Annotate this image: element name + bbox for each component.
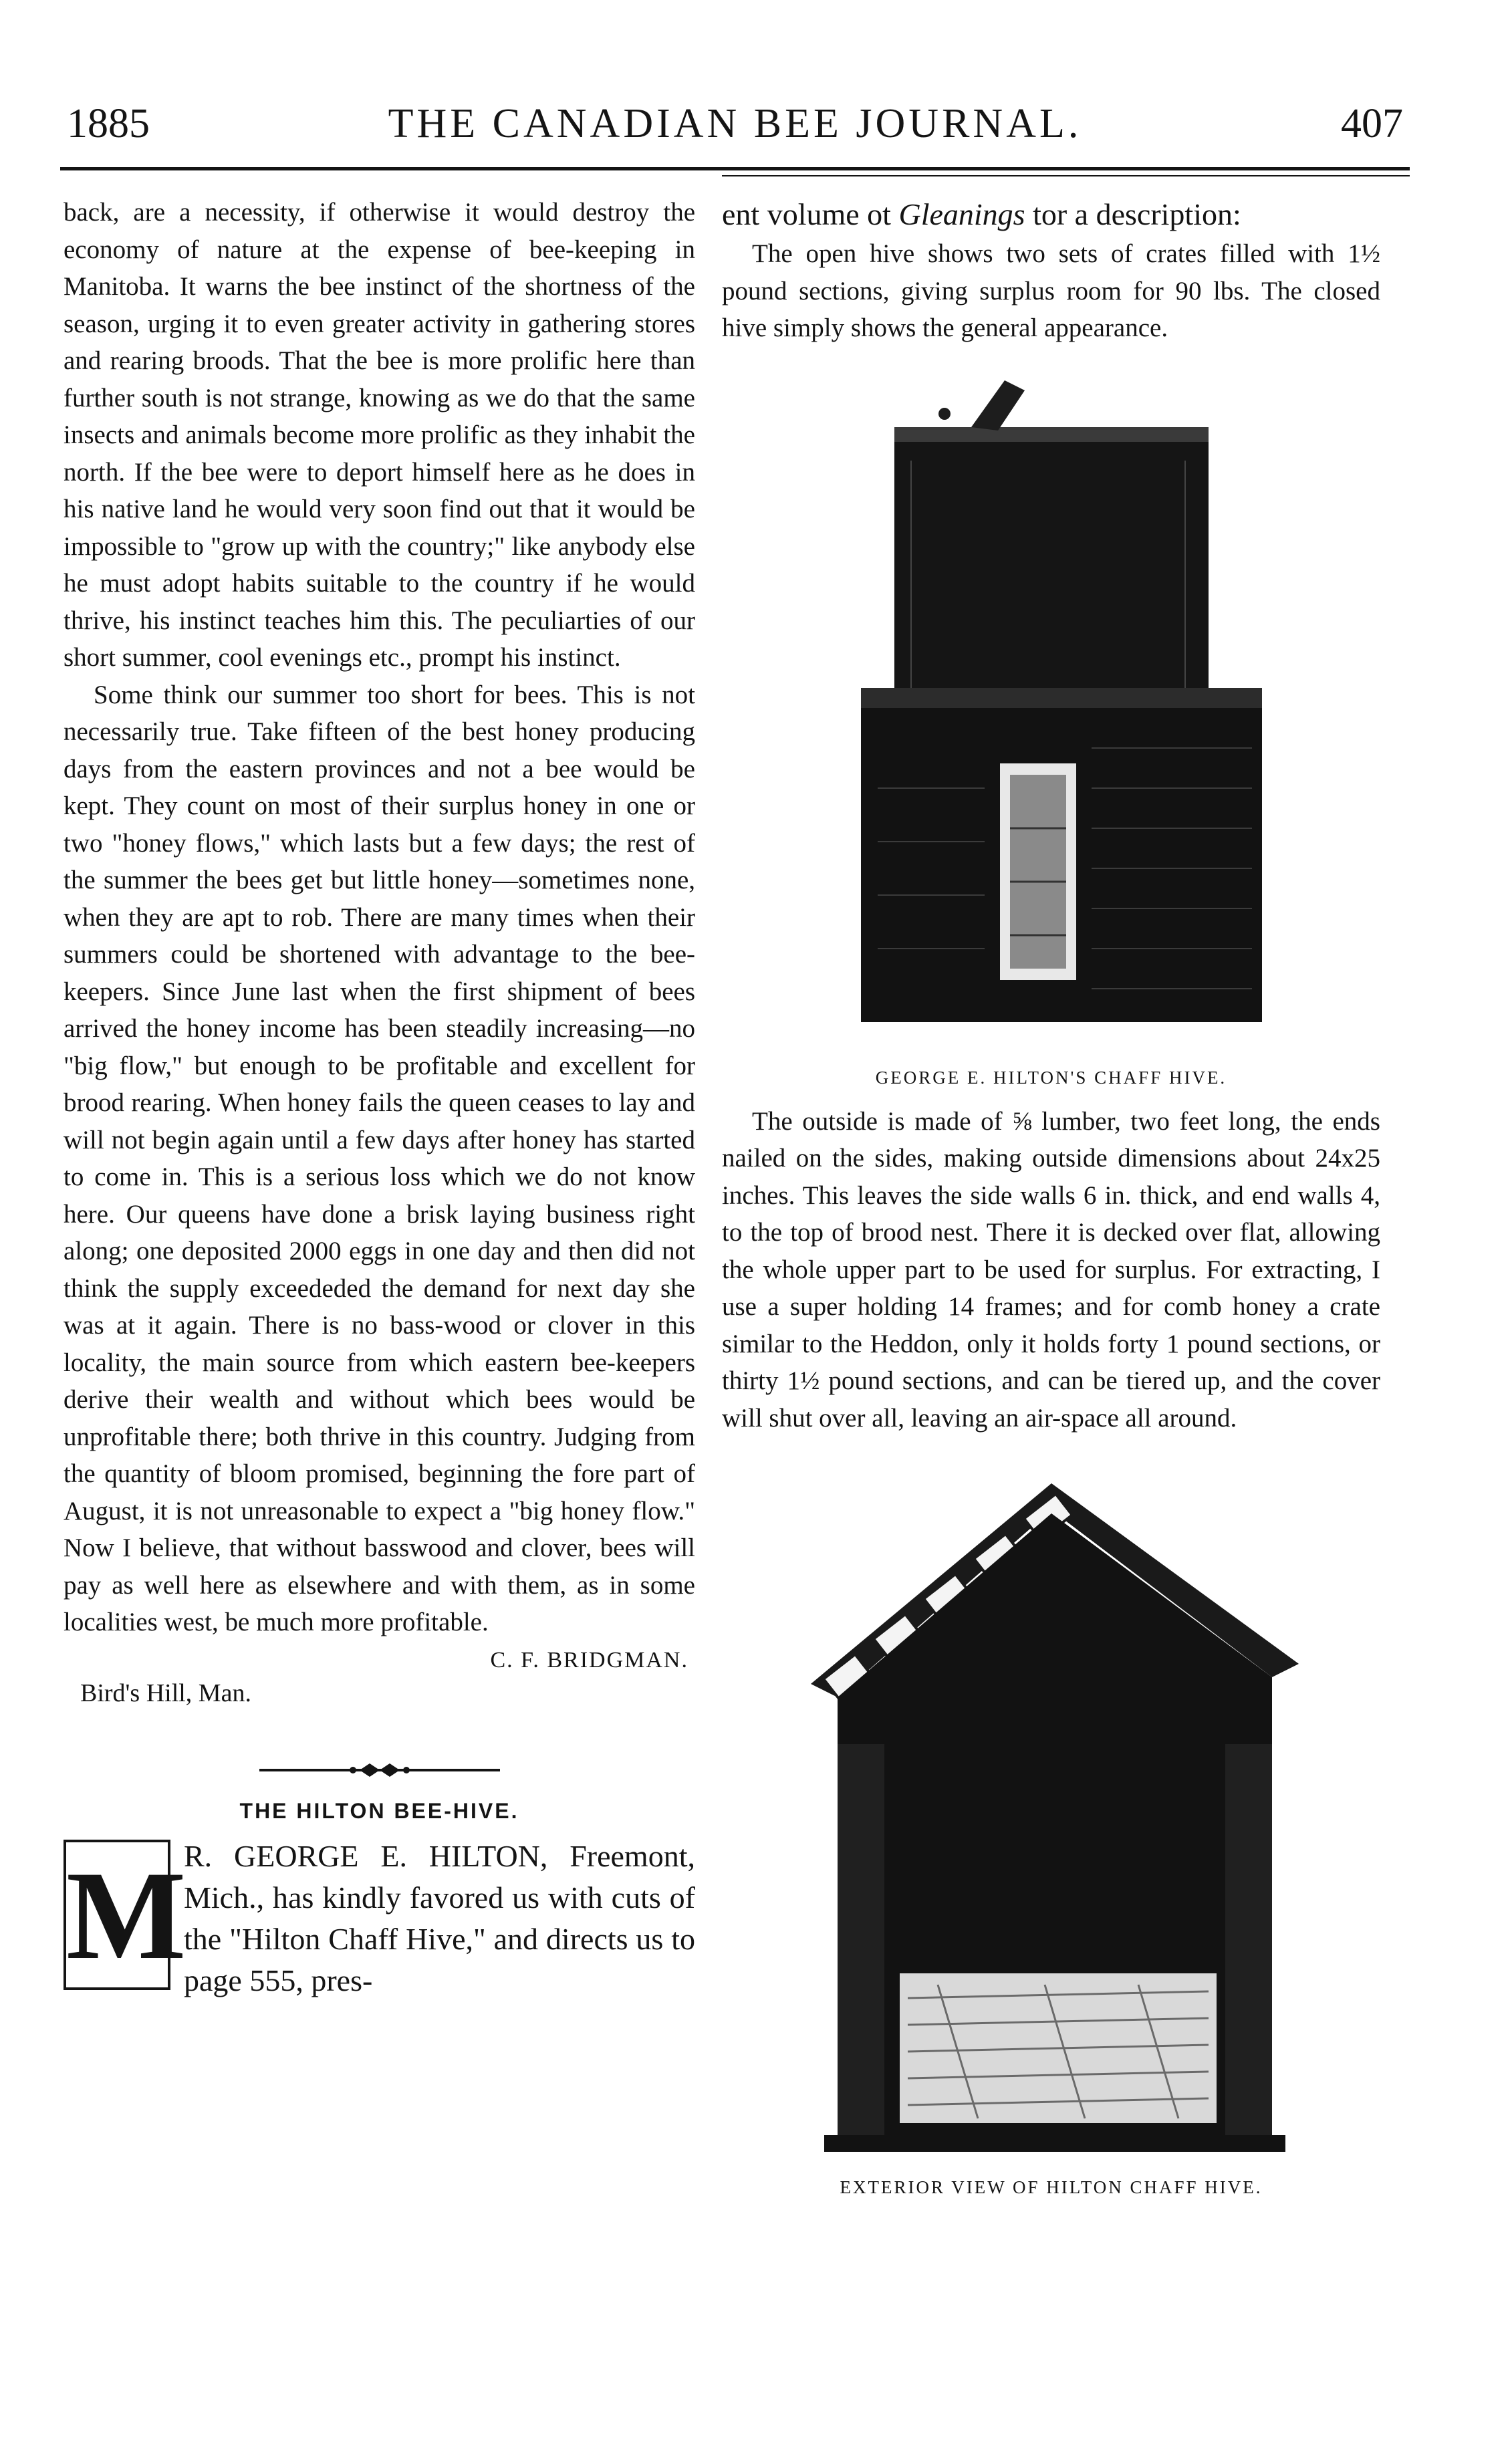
paragraph-outside: The outside is made of ⅝ lumber, two feet long, the ends nailed on the sides, making outside dimensions about 24x25 inches. This leaves the side walls 6 in. thick, and end walls 4, to the top of brood nest. There it is decked over flat, allowing the whole upper part to be used for surplus. For extracting, I use a super holding 14 frames; and for comb honey a crate similar to the Heddon, only it holds forty 1 pound sections, or thirty 1½ pound sections, and can be tiered up, and the cover will shut over all, leaving an air-space all around. [722,1106,1380,1433]
paragraph-open-hive: The open hive shows two sets of crates filled with 1½ pound sections, giving surplus room for 90 lbs. The closed hive simply shows the general appearance. [722,239,1380,342]
figure-1-caption: GEORGE E. HILTON'S CHAFF HIVE. [875,1067,1227,1088]
divider-ornament [259,1760,500,1780]
exterior-hive-illustration [764,1463,1339,2165]
right-column [722,194,1380,2213]
figure-exterior-hive [764,1463,1339,2165]
journal-title: THE CANADIAN BEE JOURNAL. [388,101,1082,146]
header-rule-thin [722,175,1410,176]
running-head [53,100,1416,160]
lead-italic-title: Gleanings [898,197,1025,231]
author-place: Bird's Hill, Man. [80,1679,251,1707]
figure-open-hive [838,374,1265,1056]
section-heading: THE HILTON BEE-HIVE. [239,1798,519,1823]
left-column [64,194,695,2001]
dropcap-letter: M [66,1845,186,1986]
article-opening [64,1836,695,2001]
paragraph-summer: Some think our summer too short for bees. This is not necessarily true. Take fifteen of the best honey producing days from the eastern provinces and not a bee would be kept. They count on most of their surplus honey in one or two "honey flows," which lasts but a few days; the rest of the summer the bees get but little honey—sometimes none, when they are apt to rob. There are many times when their summers could be shortened with advantage to the bee-keepers. Since June last when the first shipment of bees arrived the honey income has been steadily increasing—no "big flow," but enough to be profitable and excellent for brood rearing. When honey fails the queen ceases to lay and will not begin again until a few days after honey has started to come in. This is a serious loss which we do not know here. Our queens have done a brisk laying business right along; one deposited 2000 eggs in one day and then did not think the supply exceededed the demand for next day she was at it again. There is no bass-wood or clover in this locality, the main source from which eastern bee-keepers derive their wealth and without which bees would be unprofitable there; both thrive in this country. Judging from the quantity of bloom promised, beginning the fore part of August, it is not unreasonable to expect a "big honey flow." Now I believe, that without basswood and clover, bees will pay as well here as elsewhere and with them, as in some localities west, be much more profitable. [64,680,695,1636]
article-text: R. GEORGE E. HILTON, Freemont, Mich., has kindly favored us with cuts of the "Hilton Chaff Hive," and directs us to page 555, pres- [184,1838,695,1997]
lead-text-before: ent volume ot [722,197,899,231]
year: 1885 [67,101,150,146]
header-rule [60,167,1410,170]
author-signature: C. F. BRIDGMAN. [490,1647,688,1673]
paragraph-manitoba: back, are a necessity, if otherwise it would destroy the economy of nature at the expense of bee-keeping in Manitoba. It warns the bee instinct of the shortness of the season, urging it to even greater activity in gathering stores and rearing broods. That the bee is more prolific here than further south is not strange, knowing as we do that the same insects and animals become more prolific as they inhabit the north. If the bee were to deport himself here as he does in his native land he would very soon find out that it would be impossible to "grow up with the country;" like anybody else he must adopt habits suitable to the country if he would thrive, his instinct teaches him this. The peculiarties of our short summer, cool evenings etc., prompt his instinct. [64,198,695,672]
lead-text-after: tor a description: [1025,197,1241,231]
open-hive-illustration [838,374,1265,1056]
lead-text [722,194,1380,235]
figure-2-caption: EXTERIOR VIEW OF HILTON CHAFF HIVE. [840,2177,1263,2197]
dropcap [64,1840,186,1990]
page-number: 407 [1341,101,1403,146]
